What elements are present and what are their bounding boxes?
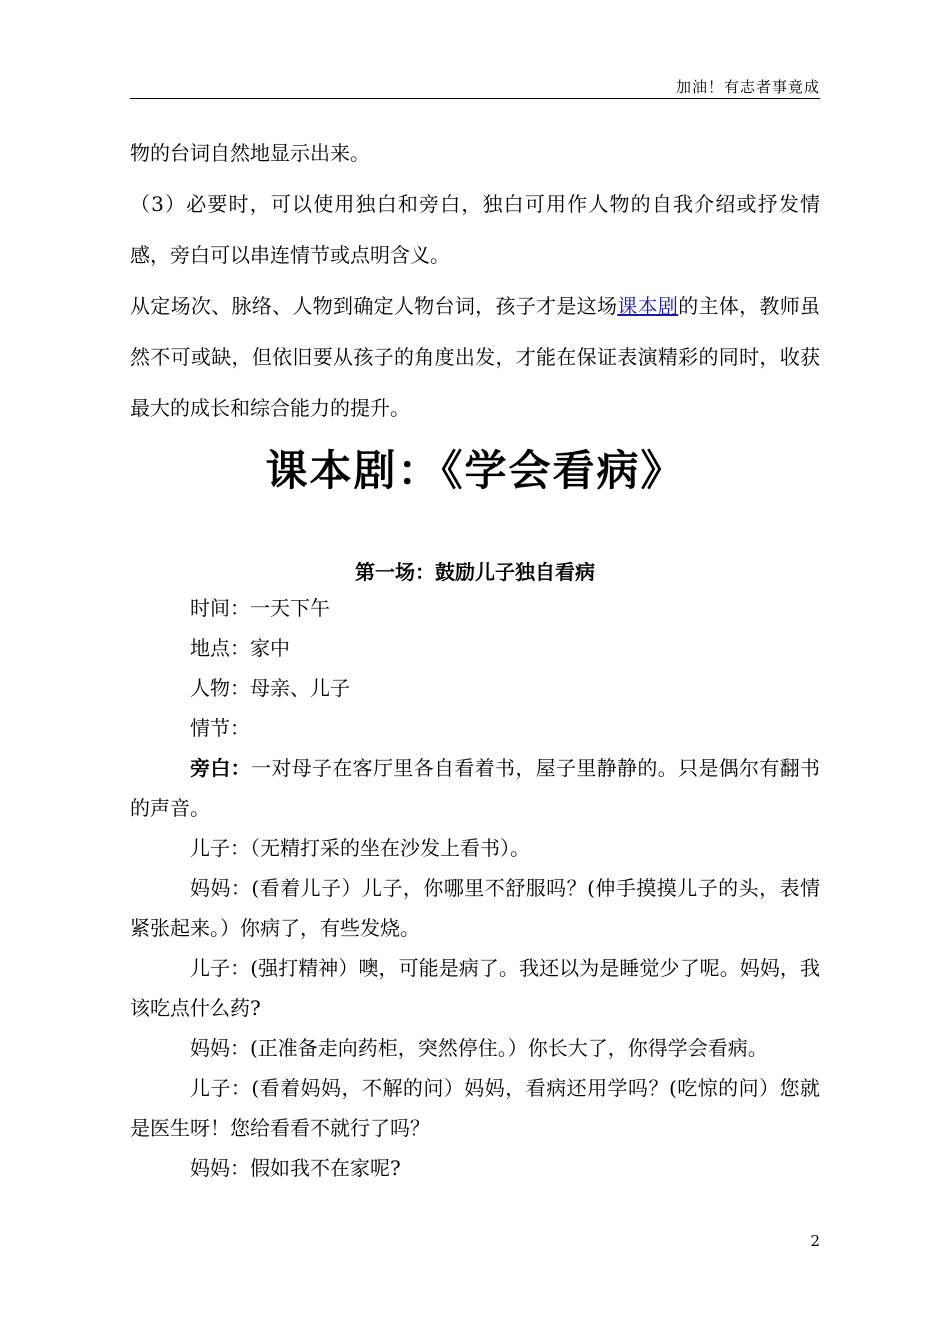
dialogue-line: 儿子：(看着妈妈，不解的问）妈妈，看病还用学吗？(吃惊的问）您就是医生呀！您给看看不就行了吗？ [130, 1076, 820, 1140]
intro-paragraph-3 [130, 281, 820, 434]
textbook-drama-link[interactable]: 课本剧 [617, 294, 679, 318]
intro-paragraph-2: （3）必要时，可以使用独白和旁白，独白可用作人物的自我介绍或抒发情感，旁白可以串连情节或点明含义。 [130, 192, 820, 267]
scene-title: 第一场：鼓励儿子独自看病 [355, 560, 595, 584]
page-number: 2 [810, 1232, 820, 1250]
narrator-label: 旁白： [190, 756, 251, 780]
time-line: 时间：一天下午 [190, 596, 330, 620]
narrator-text: 一对母子在客厅里各自看着书，屋子里静静的。只是偶尔有翻书的声音。 [130, 756, 820, 820]
place-line: 地点：家中 [190, 636, 290, 660]
page-header: 加油！有志者事竟成 [675, 78, 820, 96]
intro-paragraph-1: 物的台词自然地显示出来。 [130, 141, 370, 165]
script-section [130, 588, 820, 1188]
intro-text-before-link: 从定场次、脉络、人物到确定人物台词，孩子才是这场 [130, 294, 618, 318]
header-divider [130, 98, 820, 99]
dialogue-line: 儿子：（无精打采的坐在沙发上看书）。 [190, 836, 530, 860]
dialogue-line: 妈妈：(正准备走向药柜，突然停住。）你长大了，你得学会看病。 [190, 1036, 768, 1060]
plot-label: 情节： [190, 716, 250, 740]
intro-section [130, 128, 820, 434]
characters-line: 人物：母亲、儿子 [190, 676, 350, 700]
play-title: 课本剧：《学会看病》 [265, 446, 685, 495]
dialogue-line: 妈妈：(看着儿子）儿子，你哪里不舒服吗？(伸手摸摸儿子的头，表情紧张起来。）你病了，有些发烧。 [130, 876, 820, 940]
narrator-paragraph [130, 748, 820, 828]
dialogue-line: 儿子：(强打精神）噢，可能是病了。我还以为是睡觉少了呢。妈妈，我该吃点什么药? [130, 956, 820, 1020]
intro-text-after-link: 的主体，教师虽然不可或缺，但依旧要从孩子的角度出发，才能在保证表演精彩的同时，收获最大的成长和综合能力的提升。 [130, 294, 821, 420]
dialogue-line: 妈妈：假如我不在家呢? [190, 1156, 401, 1180]
